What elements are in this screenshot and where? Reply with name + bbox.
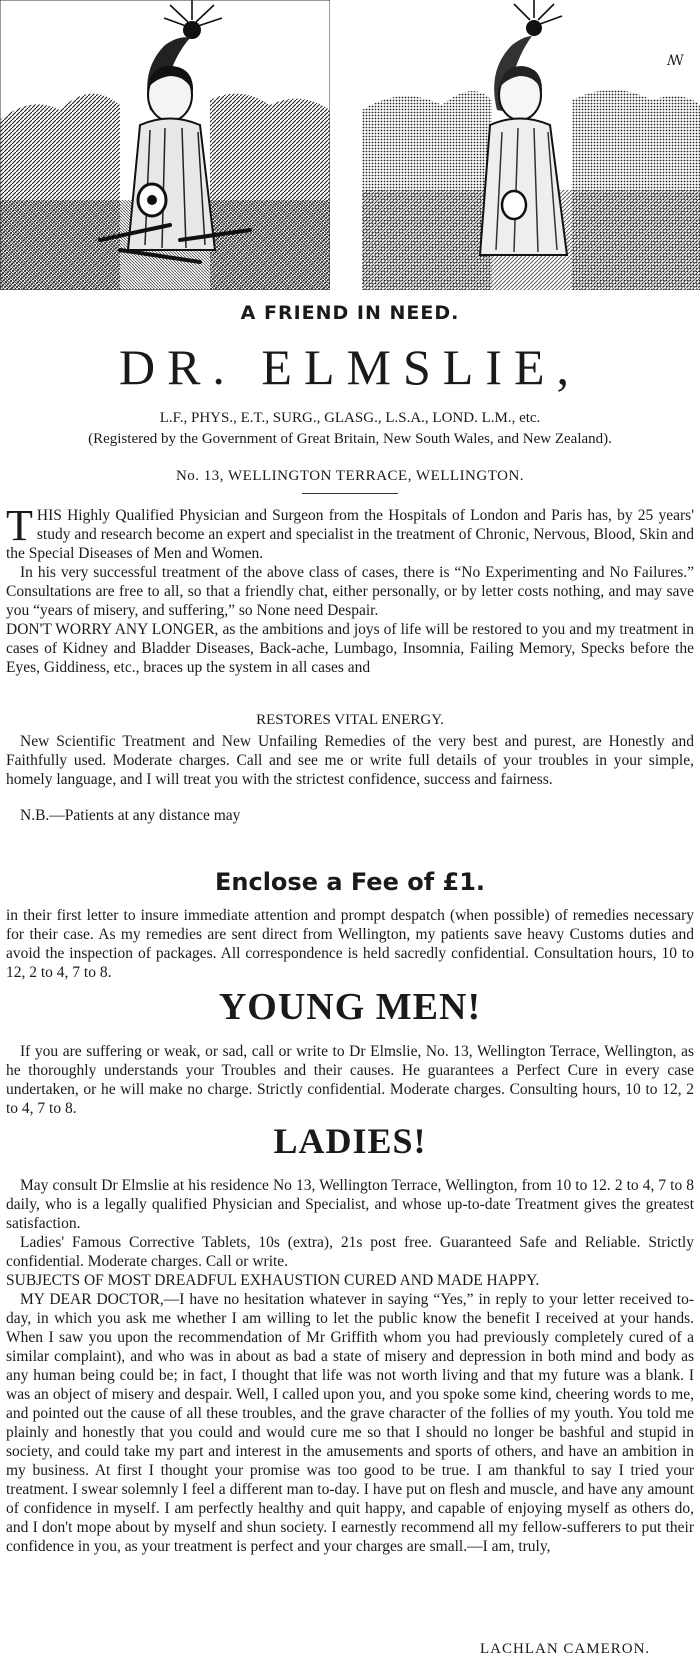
treatment-section (6, 732, 694, 789)
doctor-name-heading: DR. ELMSLIE, (118, 339, 582, 395)
divider-rule (302, 493, 398, 494)
intro-paragraph-1: THIS Highly Qualified Physician and Surgeon from the Hospitals of London and Paris has, by 25 years' study and research become an expert and specialist in the treatment of Chronic, Nervous, Blood, Skin and the Special Diseases of Men and Women. (6, 501, 694, 562)
subjects-heading: SUBJECTS OF MOST DREADFUL EXHAUSTION CURED AND MADE HAPPY. (6, 1272, 540, 1289)
tagline: A FRIEND IN NEED. (240, 302, 460, 324)
ladies-section (6, 1176, 694, 1556)
intro-paragraph-3: DON'T WORRY ANY LONGER, as the ambitions and joys of life will be restored to you and my treatment in cases of Kidney and Bladder Diseases, Back-ache, Lumbago, Insomnia, Failing Memory, Specks before the Eyes, Giddiness, etc., braces up the system in all cases and (6, 621, 694, 676)
credentials-line: L.F., PHYS., E.T., SURG., GLASG., L.S.A., LOND. L.M., etc. (159, 410, 541, 426)
address-line: No. 13, WELLINGTON TERRACE, WELLINGTON. (175, 468, 525, 484)
fee-paragraph: in their first letter to insure immediate attention and prompt despatch (when possible) of remedies necessary for their case. As my remedies are sent direct from Wellington, my patients save heavy Customs duties and avoid the inspection of packages. All correspondence is held sacredly confidential. Consultation hours, 10 to 12, 2 to 4, 7 to 8. (6, 907, 694, 981)
signature: LACHLAN CAMERON. (480, 1641, 651, 1657)
fee-heading: Enclose a Fee of £1. (214, 868, 486, 896)
ladies-heading: LADIES! (273, 1121, 427, 1161)
ladies-paragraph-2: Ladies' Famous Corrective Tablets, 10s (extra), 21s post free. Guaranteed Safe and Reliable. Strictly confidential. Moderate charges. Call or write. (6, 1234, 694, 1270)
svg-text:ꟿ: ꟿ (667, 53, 684, 69)
drop-cap: T (6, 501, 33, 550)
nb-line: N.B.—Patients at any distance may (20, 807, 241, 824)
young-men-paragraph: If you are suffering or weak, or sad, call or write to Dr Elmslie, No. 13, Wellington Terrace, Wellington, as he thoroughly understands your Troubles and their causes. He guarantees a Perfect Cure in every case undertaken, or he will make no charge. Strictly confidential. Moderate charges. Consulting hours, 10 to 12, 2 to 4, 7 to 8. (6, 1043, 694, 1117)
testimonial-letter: MY DEAR DOCTOR,—I have no hesitation whatever in saying “Yes,” in reply to your letter received to-day, in which you ask me whether I am willing to let the public know the benefit I received at your hands. When I saw you upon the recommendation of Mr Griffith whom you had previously completely cured of a similar complaint), and who was in about as bad a state of misery and depression in both mind and body as any human being could be; in fact, I thought that life was not worth living and that my future was a blank. I was an object of misery and despair. Well, I called upon you, and you spoke some kind, cheering words to me, and pointed out the cause of all these troubles, and the grave character of the follies of my youth. You told me plainly and honestly that you could and would cure me so that I should no longer be bashful and stupid in society, and could take my part and interest in the amusements and sports of others, and have an ambition in my business. At first I thought your promise was too good to be true. I am thankful to say I tried your treatment. I swear solemnly I feel a different man to-day. I have put on flesh and muscle, and have any amount of confidence in myself. I am perfectly healthy and quit happy, and capable of enjoying myself as others do, and I don't mope about by myself and shun society. I earnestly recommend all my fellow-sufferers to put their confidence in you, as your treatment is perfect and your charges are small.—I am, truly, (6, 1291, 694, 1555)
young-men-heading: YOUNG MEN! (218, 986, 482, 1028)
fee-section (6, 906, 694, 982)
intro-paragraph-2: In his very successful treatment of the above class of cases, there is “No Experimenting and No Failures.” Consultations are free to all, so that a friendly chat, either personally, or by letter costs nothing, and may save you “years of misery, and suffering,” so None need Despair. (6, 564, 694, 619)
treatment-paragraph: New Scientific Treatment and New Unfailing Remedies of the very best and purest, are Honestly and Faithfully used. Moderate charges. Call and see me or write full details of your troubles in your simple, homely language, and I will treat you with the strictest confidence, success and fairness. (6, 733, 694, 788)
registration-line: (Registered by the Government of Great Britain, New South Wales, and New Zealand). (88, 431, 612, 447)
young-men-section (6, 1042, 694, 1118)
woodcut-illustration-left (0, 0, 330, 290)
nb-section (6, 806, 694, 825)
woodcut-illustration-right (362, 0, 700, 290)
restores-heading: RESTORES VITAL ENERGY. (256, 712, 444, 728)
ladies-paragraph-1: May consult Dr Elmslie at his residence No 13, Wellington Terrace, Wellington, from 10 to 12. 2 to 4, 7 to 8 daily, who is a legally qualified Physician and Specialist, and whose up-to-date Treatment gives the greatest satisfaction. (6, 1177, 694, 1232)
intro-section (6, 501, 694, 677)
